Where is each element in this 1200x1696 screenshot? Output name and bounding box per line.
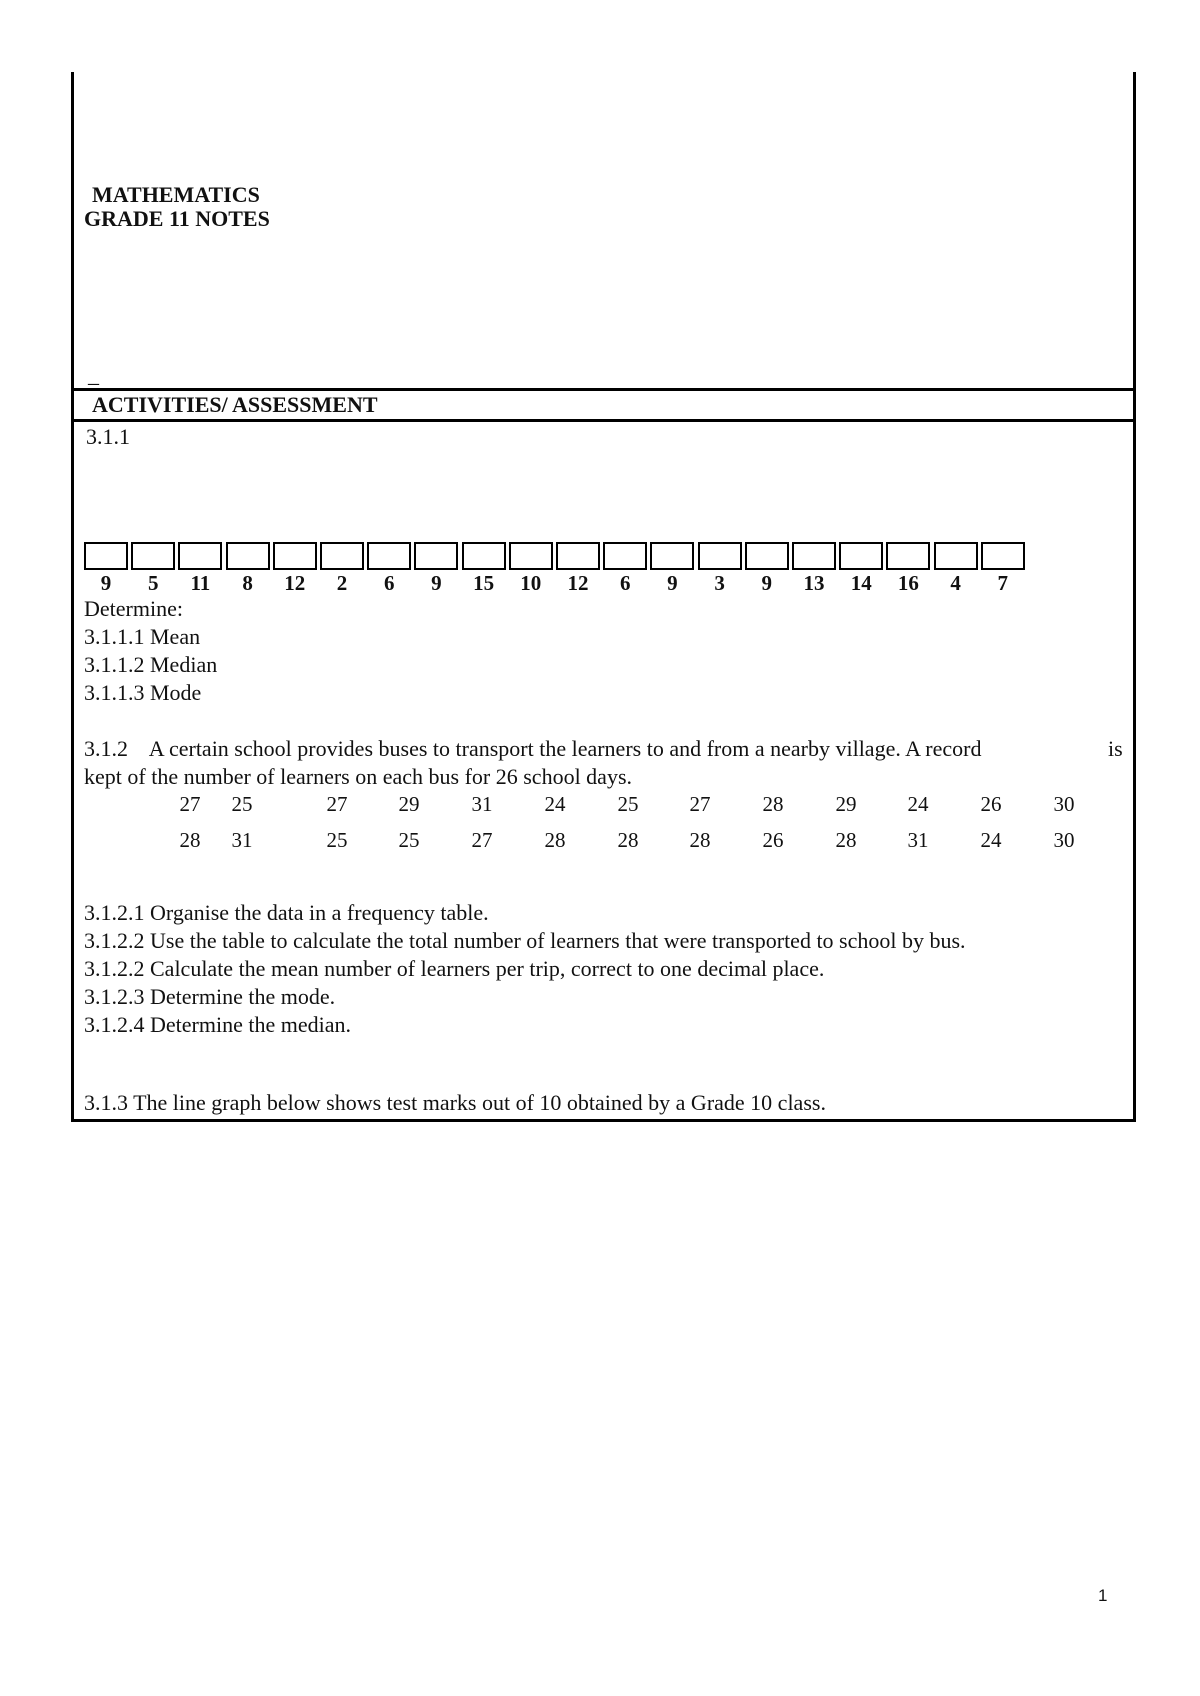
data-box bbox=[792, 542, 836, 570]
bus-count: 25 bbox=[617, 792, 639, 816]
data-box bbox=[934, 542, 978, 570]
part-3-1-2-3: 3.1.2.3 Determine the mode. bbox=[84, 984, 336, 1009]
question-3-1-1-number: 3.1.1 bbox=[86, 424, 130, 449]
data-value: 11 bbox=[190, 571, 211, 595]
bus-count: 30 bbox=[1053, 828, 1075, 852]
data-value: 8 bbox=[242, 571, 253, 595]
frame-bottom-border bbox=[71, 1119, 1136, 1122]
bus-count: 27 bbox=[471, 828, 493, 852]
data-value: 10 bbox=[520, 571, 542, 595]
data-box bbox=[367, 542, 411, 570]
part-3-1-2-2b: 3.1.2.2 Calculate the mean number of learners per trip, correct to one decimal place. bbox=[84, 956, 825, 981]
bus-count: 25 bbox=[231, 792, 253, 816]
data-box bbox=[981, 542, 1025, 570]
part-mean: 3.1.1.1 Mean bbox=[84, 624, 201, 649]
determine-label: Determine: bbox=[84, 596, 183, 621]
frame-right-border bbox=[1133, 72, 1136, 1122]
bus-count: 24 bbox=[907, 792, 929, 816]
data-value: 7 bbox=[997, 571, 1009, 595]
question-3-1-2-line1-end: is bbox=[1108, 736, 1123, 761]
data-box bbox=[698, 542, 742, 570]
data-value: 15 bbox=[473, 571, 495, 595]
data-value: 9 bbox=[100, 571, 112, 595]
data-value: 14 bbox=[850, 571, 872, 595]
data-value: 12 bbox=[284, 571, 306, 595]
bus-count: 30 bbox=[1053, 792, 1075, 816]
page-number: 1 bbox=[1098, 1586, 1108, 1605]
bus-count: 24 bbox=[544, 792, 566, 816]
bus-count: 28 bbox=[762, 792, 784, 816]
part-3-1-2-4: 3.1.2.4 Determine the median. bbox=[84, 1012, 351, 1037]
data-value: 12 bbox=[567, 571, 589, 595]
data-box bbox=[886, 542, 930, 570]
bus-count: 28 bbox=[544, 828, 566, 852]
bus-count: 27 bbox=[326, 792, 348, 816]
part-3-1-2-1: 3.1.2.1 Organise the data in a frequency table. bbox=[84, 900, 489, 925]
data-value: 9 bbox=[761, 571, 773, 595]
bus-count: 28 bbox=[617, 828, 639, 852]
data-value: 16 bbox=[897, 571, 919, 595]
data-box bbox=[462, 542, 506, 570]
bus-count: 29 bbox=[835, 792, 857, 816]
data-value: 5 bbox=[147, 571, 159, 595]
data-box bbox=[178, 542, 222, 570]
section-title: ACTIVITIES/ ASSESSMENT bbox=[92, 392, 378, 417]
data-box bbox=[745, 542, 789, 570]
bus-count: 26 bbox=[762, 828, 784, 852]
data-box bbox=[509, 542, 553, 570]
bus-count: 25 bbox=[398, 828, 420, 852]
data-value: 9 bbox=[667, 571, 678, 595]
question-3-1-3: 3.1.3 The line graph below shows test marks out of 10 obtained by a Grade 10 class. bbox=[84, 1090, 826, 1115]
data-box bbox=[603, 542, 647, 570]
bus-count: 29 bbox=[398, 792, 420, 816]
data-value: 2 bbox=[336, 571, 348, 595]
frame-left-border bbox=[71, 72, 74, 1122]
bus-count: 24 bbox=[980, 828, 1002, 852]
data-value: 6 bbox=[383, 571, 395, 595]
dash-mark: _ bbox=[88, 362, 99, 387]
question-3-1-2-line2: kept of the number of learners on each bus for 26 school days. bbox=[84, 764, 633, 789]
data-box bbox=[131, 542, 175, 570]
data-box bbox=[226, 542, 270, 570]
bus-count: 27 bbox=[179, 792, 201, 816]
part-mode: 3.1.1.3 Mode bbox=[84, 680, 202, 705]
data-value: 4 bbox=[950, 571, 961, 595]
bus-count: 31 bbox=[907, 828, 929, 852]
data-box bbox=[556, 542, 600, 570]
data-box bbox=[320, 542, 364, 570]
bus-count: 28 bbox=[835, 828, 857, 852]
question-3-1-2-line1: 3.1.2 A certain school provides buses to transport the learners to and from a nearby village. A record bbox=[84, 736, 982, 761]
data-value: 13 bbox=[803, 571, 825, 595]
bus-count: 28 bbox=[179, 828, 201, 852]
data-box bbox=[650, 542, 694, 570]
part-3-1-2-2a: 3.1.2.2 Use the table to calculate the total number of learners that were transported to school by bus. bbox=[84, 928, 966, 953]
data-box bbox=[84, 542, 128, 570]
section-top-rule bbox=[71, 388, 1136, 391]
data-box bbox=[273, 542, 317, 570]
section-header-rule bbox=[71, 419, 1136, 422]
data-value: 9 bbox=[431, 571, 442, 595]
subject-title: MATHEMATICS bbox=[92, 182, 260, 207]
notes-title: GRADE 11 NOTES bbox=[84, 206, 270, 231]
data-box bbox=[839, 542, 883, 570]
data-value: 3 bbox=[714, 571, 725, 595]
part-median: 3.1.1.2 Median bbox=[84, 652, 218, 677]
bus-count: 28 bbox=[689, 828, 711, 852]
bus-count: 27 bbox=[689, 792, 711, 816]
bus-count: 31 bbox=[471, 792, 493, 816]
data-box bbox=[414, 542, 458, 570]
bus-count: 25 bbox=[326, 828, 348, 852]
bus-count: 26 bbox=[980, 792, 1002, 816]
data-value: 6 bbox=[619, 571, 631, 595]
bus-count: 31 bbox=[231, 828, 253, 852]
